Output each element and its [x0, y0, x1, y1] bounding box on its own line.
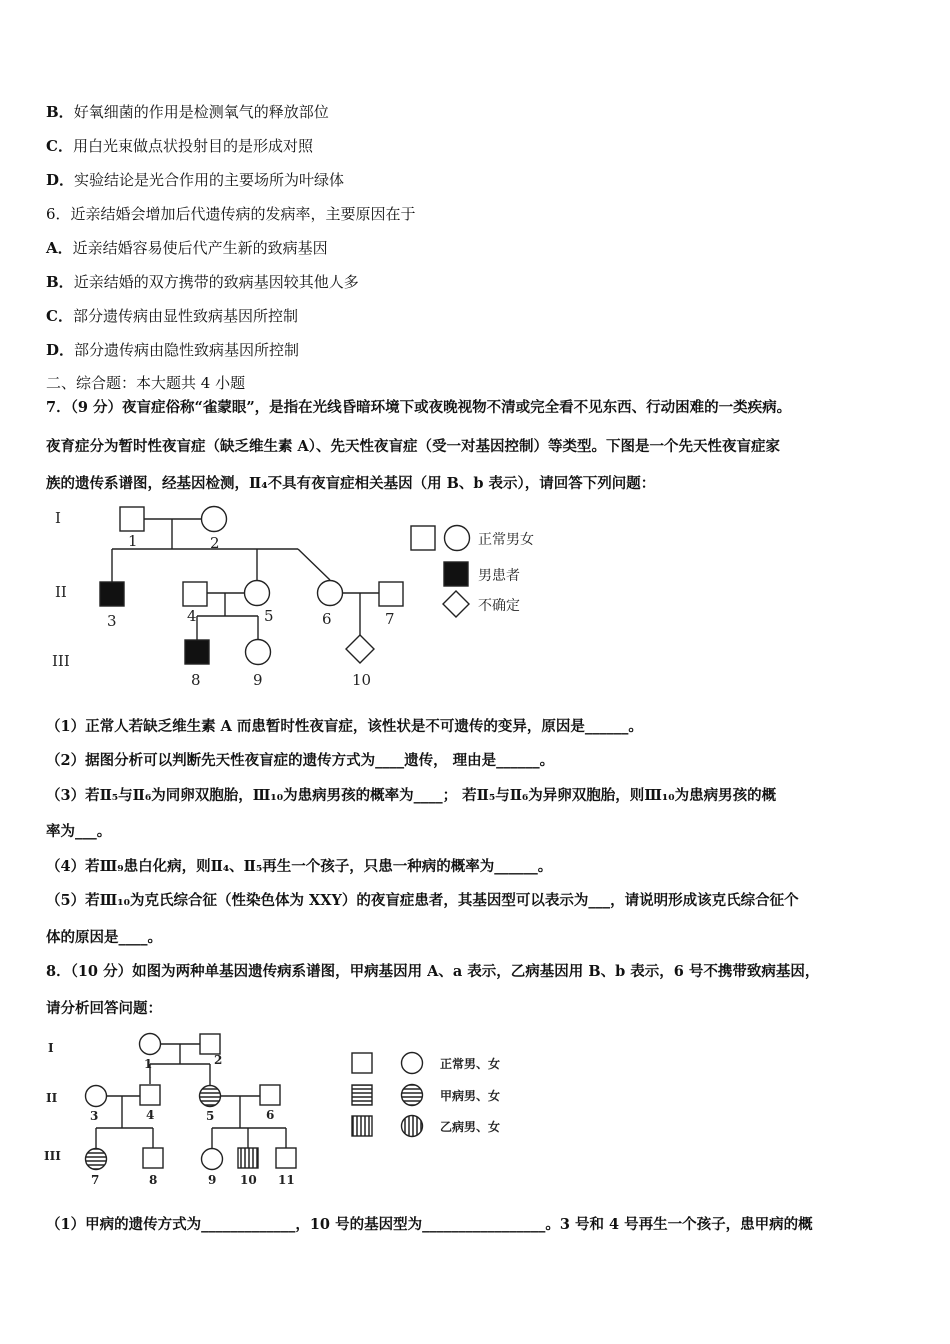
section-2-heading: 二、综合题：本大题共 4 小题: [46, 374, 246, 392]
q8-line-1: 8．（10 分）如图为两种单基因遗传病系谱图，甲病基因用 A、a 表示，乙病基因用 B、b 表示，6 号不携带致病基因，: [46, 963, 820, 980]
q7-legend-uncertain: [443, 591, 469, 617]
q8-label-4: 4: [146, 1108, 155, 1122]
q7-line-1: 7．（9 分）夜盲症俗称“雀蒙眼”，是指在光线昏暗环境下或夜晚视物不清或完全看不见东西、行动困难的一类疾病。: [46, 399, 792, 416]
q7-ind-4: [183, 582, 207, 606]
q6-option-b-text: 近亲结婚的双方携带的致病基因较其他人多: [73, 273, 359, 291]
q7-label-2: 2: [210, 534, 220, 552]
q7-legend-normal-female: [445, 526, 470, 551]
q7-ind-10: [346, 635, 374, 663]
q6-stem: 6．近亲结婚会增加后代遗传病的发病率，主要原因在于: [46, 205, 416, 223]
q8-ind-7: [86, 1149, 107, 1170]
q6-option-c-text: 部分遗传病由显性致病基因所控制: [72, 307, 298, 325]
q6-option-d-letter: D．: [46, 341, 75, 359]
q8-ind-4: [140, 1085, 160, 1105]
q5-option-b-letter: B．: [46, 103, 74, 121]
q8-label-11: 11: [278, 1173, 295, 1187]
q7-gen-1: I: [55, 509, 61, 527]
q8-gen-3: III: [44, 1149, 61, 1163]
q7-line-3: 族的遗传系谱图，经基因检测，Ⅱ₄不具有夜盲症相关基因（用 B、b 表示），请回答下列问题：: [46, 475, 656, 492]
q8-line-2: 请分析回答问题：: [46, 1000, 162, 1017]
q6-option-d: [46, 340, 299, 360]
q8-pedigree-figure: [40, 1024, 540, 1194]
q7-gen-2: II: [55, 583, 67, 601]
q8-legend-b-text: 乙病男、女: [440, 1120, 501, 1134]
q5-option-d-text: 实验结论是光合作用的主要场所为叶绿体: [74, 171, 345, 189]
q8-legend-a-male: [352, 1085, 372, 1105]
q8-ind-9: [202, 1149, 223, 1170]
q8-ind-8: [143, 1148, 163, 1168]
q7-label-7: 7: [385, 610, 395, 628]
q6-option-c: [46, 306, 298, 326]
q7-ind-8: [185, 640, 209, 664]
q7-legend-affected-male: [444, 562, 468, 586]
q7-label-1: 1: [128, 532, 138, 550]
q5-option-c-letter: C．: [46, 137, 73, 155]
q5-option-b: [46, 102, 329, 122]
q7-ind-3: [100, 582, 124, 606]
q7-sub-3a: （3）若Ⅱ₅与Ⅱ₆为同卵双胞胎，Ⅲ₁₀为患病男孩的概率为____； 若Ⅱ₅与Ⅱ₆为异卵双胞胎，则Ⅲ₁₀为患病男孩的概: [46, 787, 777, 804]
q7-sub-1: （1）正常人若缺乏维生素 A 而患暂时性夜盲症，该性状是不可遗传的变异，原因是______。: [46, 718, 643, 735]
q7-sub-5a: （5）若Ⅲ₁₀为克氏综合征（性染色体为 XXY）的夜盲症患者，其基因型可以表示为___，请说明形成该克氏综合征个: [46, 892, 799, 909]
q8-label-9: 9: [208, 1173, 217, 1187]
q8-ind-2: [200, 1034, 220, 1054]
q8-label-5: 5: [206, 1109, 215, 1123]
q7-label-5: 5: [264, 607, 274, 625]
q8-label-10: 10: [240, 1173, 257, 1187]
q5-option-d-letter: D．: [46, 171, 75, 189]
q6-option-b: [46, 272, 359, 292]
q7-legend-normal-text: 正常男女: [478, 532, 534, 548]
q7-legend-normal-male: [411, 526, 435, 550]
q6-option-a-letter: A．: [46, 239, 73, 257]
q5-option-c-text: 用白光束做点状投射目的是形成对照: [72, 137, 313, 155]
q7-sub-5b: 体的原因是____。: [46, 929, 162, 946]
q8-legend-b-male: [352, 1116, 372, 1136]
q8-label-2: 2: [214, 1053, 223, 1067]
q8-pedigree-svg: [40, 1024, 540, 1194]
q7-label-10: 10: [352, 671, 372, 689]
q7-sub-4: （4）若Ⅲ₉患白化病，则Ⅱ₄、Ⅱ₅再生一个孩子，只患一种病的概率为______。: [46, 858, 553, 875]
q8-legend-a-text: 甲病男、女: [440, 1089, 501, 1103]
q6-option-c-letter: C．: [46, 307, 73, 325]
q7-sub-2: （2）据图分析可以判断先天性夜盲症的遗传方式为____遗传， 理由是______。: [46, 752, 555, 769]
q8-gen-2: II: [46, 1091, 58, 1105]
q8-ind-11: [276, 1148, 296, 1168]
q7-pedigree-svg: [40, 500, 580, 695]
q7-ind-6: [318, 581, 343, 606]
q8-ind-6: [260, 1085, 280, 1105]
q6-option-a: [46, 238, 328, 258]
q6-option-d-text: 部分遗传病由隐性致病基因所控制: [74, 341, 300, 359]
q8-label-3: 3: [90, 1109, 99, 1123]
q7-label-3: 3: [107, 612, 117, 630]
q8-ind-1: [140, 1034, 161, 1055]
q8-label-7: 7: [91, 1173, 100, 1187]
q7-ind-5: [245, 581, 270, 606]
q6-option-b-letter: B．: [46, 273, 74, 291]
q7-ind-2: [202, 507, 227, 532]
q7-label-6: 6: [322, 610, 332, 628]
q8-gen-1: I: [48, 1041, 54, 1055]
q7-legend-uncertain-text: 不确定: [478, 598, 520, 614]
q7-label-8: 8: [191, 671, 201, 689]
q8-ind-5: [200, 1086, 221, 1107]
q7-ind-1: [120, 507, 144, 531]
q8-legend-b-female: [402, 1116, 423, 1137]
q7-sub-3b: 率为___。: [46, 823, 112, 840]
q7-label-9: 9: [253, 671, 263, 689]
q7-line-2: 夜育症分为暂时性夜盲症（缺乏维生素 A）、先天性夜盲症（受一对基因控制）等类型。下图是一个先天性夜盲症家: [46, 438, 781, 455]
q7-legend-affected-text: 男患者: [478, 568, 520, 584]
q7-pedigree-figure: [40, 500, 580, 695]
q7-label-4: 4: [187, 607, 197, 625]
q7-gen-3: III: [52, 652, 70, 670]
q7-ind-7: [379, 582, 403, 606]
q7-ind-9: [246, 640, 271, 665]
q8-ind-3: [86, 1086, 107, 1107]
q8-sub-1: （1）甲病的遗传方式为_____________，10 号的基因型为_________________。3 号和 4 号再生一个孩子，患甲病的概: [46, 1216, 813, 1233]
q8-legend-normal-female: [402, 1053, 423, 1074]
q5-option-d: [46, 170, 344, 190]
q6-option-a-text: 近亲结婚容易使后代产生新的致病基因: [72, 239, 328, 257]
q5-option-c: [46, 136, 313, 156]
q8-label-6: 6: [266, 1108, 275, 1122]
q8-legend-a-female: [402, 1085, 423, 1106]
q8-legend-normal-text: 正常男、女: [440, 1057, 501, 1071]
q8-label-1: 1: [144, 1057, 153, 1071]
q5-option-b-text: 好氧细菌的作用是检测氧气的释放部位: [73, 103, 329, 121]
q8-ind-10: [238, 1148, 258, 1168]
q8-legend-normal-male: [352, 1053, 372, 1073]
q8-label-8: 8: [149, 1173, 158, 1187]
